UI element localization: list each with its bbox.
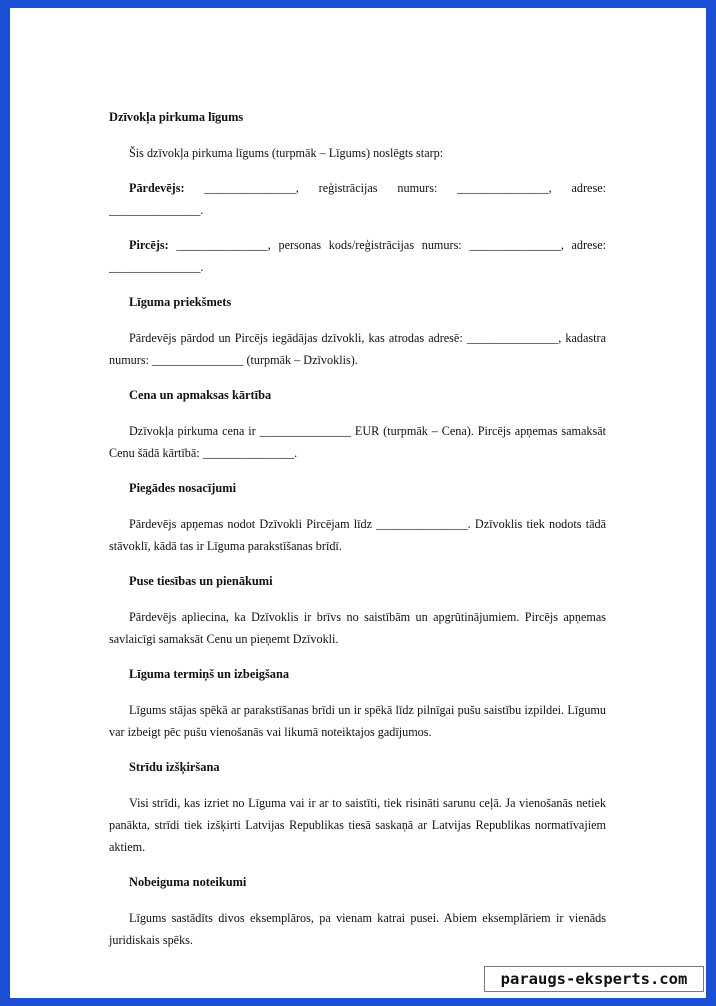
section-paragraph: Pārdevējs pārdod un Pircējs iegādājas dzīvokli, kas atrodas adresē: _______________, kadastra numurs: _______________ (turpmāk – Dzīvoklis). bbox=[109, 331, 606, 367]
section-paragraph: Visi strīdi, kas izriet no Līguma vai ir ar to saistīti, tiek risināti sarunu ceļā. Ja vienošanās netiek panākta, strīdi tiek izšķirti Latvijas Republikas tiesā saskaņā ar Latvijas Republikas normatīvajiem aktiem. bbox=[109, 796, 606, 854]
document-body bbox=[109, 106, 606, 964]
seller-paragraph bbox=[109, 177, 606, 221]
section-paragraph: Līgums stājas spēkā ar parakstīšanas brīdi un ir spēkā līdz pilnīgai pušu saistību izpildei. Līgumu var izbeigt pēc pušu vienošanās vai likumā noteiktajos gadījumos. bbox=[109, 703, 606, 739]
section-heading: Piegādes nosacījumi bbox=[129, 481, 237, 495]
section-heading: Strīdu izšķiršana bbox=[129, 760, 220, 774]
section-paragraph: Pārdevējs apliecina, ka Dzīvoklis ir brīvs no saistībām un apgrūtinājumiem. Pircējs apņemas savlaicīgi samaksāt Cenu un pieņemt Dzīvokli. bbox=[109, 610, 606, 646]
buyer-label: Pircējs: bbox=[129, 238, 169, 252]
section-heading: Cena un apmaksas kārtība bbox=[129, 388, 272, 402]
section-paragraph: Pārdevējs apņemas nodot Dzīvokli Pircējam līdz _______________. Dzīvoklis tiek nodots tādā stāvoklī, kādā tas ir Līguma parakstīšanas brīdī. bbox=[109, 517, 606, 553]
intro-paragraph: Šis dzīvokļa pirkuma līgums (turpmāk – Līgums) noslēgts starp: bbox=[129, 146, 444, 160]
section-heading: Līguma termiņš un izbeigšana bbox=[129, 667, 290, 681]
section-heading: Nobeiguma noteikumi bbox=[129, 875, 247, 889]
buyer-paragraph bbox=[109, 234, 606, 278]
section-paragraph: Dzīvokļa pirkuma cena ir _______________ EUR (turpmāk – Cena). Pircējs apņemas samaksāt Cenu šādā kārtībā: _______________. bbox=[109, 424, 606, 460]
section-heading: Līguma priekšmets bbox=[129, 295, 232, 309]
section-heading: Puse tiesības un pienākumi bbox=[129, 574, 273, 588]
seller-label: Pārdevējs: bbox=[129, 181, 185, 195]
section-paragraph: Līgums sastādīts divos eksemplāros, pa vienam katrai pusei. Abiem eksemplāriem ir vienāds juridiskais spēks. bbox=[109, 911, 606, 947]
document-page bbox=[10, 8, 706, 998]
document-title: Dzīvokļa pirkuma līgums bbox=[109, 110, 244, 124]
seller-text: _______________, reģistrācijas numurs: _______________, adrese: _______________. bbox=[109, 181, 606, 217]
watermark-label: paraugs-eksperts.com bbox=[484, 966, 704, 992]
buyer-text: _______________, personas kods/reģistrācijas numurs: _______________, adrese: _______________. bbox=[109, 238, 606, 274]
